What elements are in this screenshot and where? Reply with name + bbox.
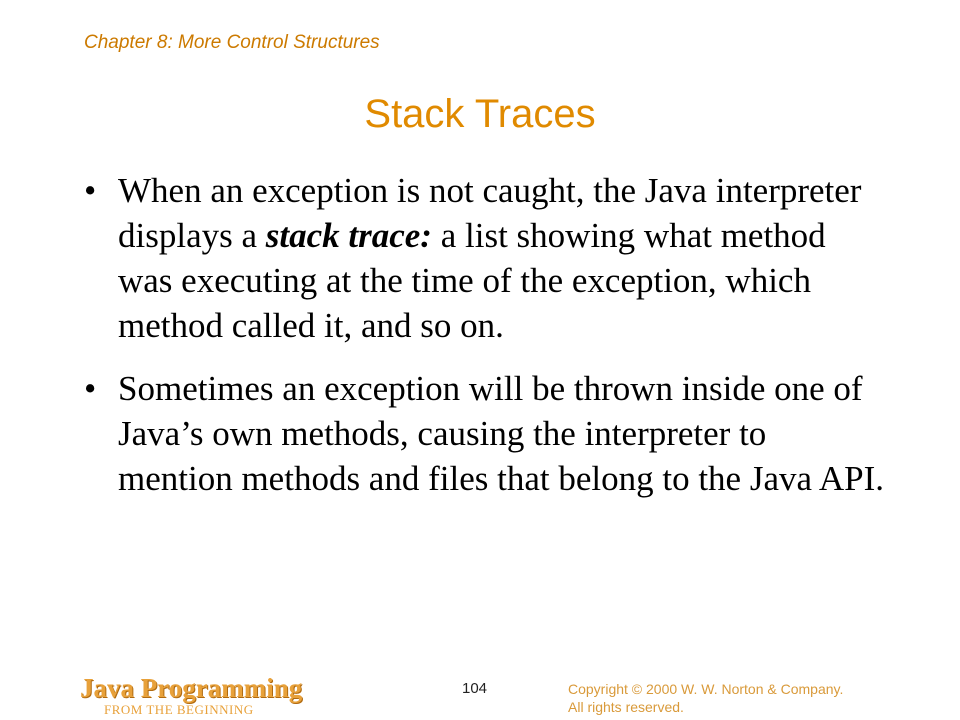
bullet-marker: • <box>84 171 97 210</box>
book-logo <box>80 674 310 718</box>
chapter-heading: Chapter 8: More Control Structures <box>84 32 380 53</box>
slide-title: Stack Traces <box>364 92 596 136</box>
copyright-notice <box>568 680 843 716</box>
bullet-emphasis: stack trace: <box>265 216 432 255</box>
bullet-text: Sometimes an exception will be thrown inside one of Java’s own methods, causing the interpreter to mention methods and files that belong to the Java API. <box>118 369 884 498</box>
logo-subtitle: FROM THE BEGINNING <box>104 702 254 717</box>
bullet-list <box>84 168 884 519</box>
logo-title: Java Programming <box>80 673 303 703</box>
bullet-marker: • <box>84 369 97 408</box>
bullet-text: When an exception is not caught, the Java interpreter displays a <box>118 171 862 255</box>
page-number: 104 <box>462 680 488 697</box>
copyright-line: All rights reserved. <box>568 699 684 715</box>
copyright-line: Copyright © 2000 W. W. Norton & Company. <box>568 681 844 697</box>
bullet-item <box>84 366 884 501</box>
bullet-item <box>84 168 884 348</box>
bullet-text: a list showing what method was executing at the time of the exception, which method called it, and so on. <box>118 216 826 345</box>
